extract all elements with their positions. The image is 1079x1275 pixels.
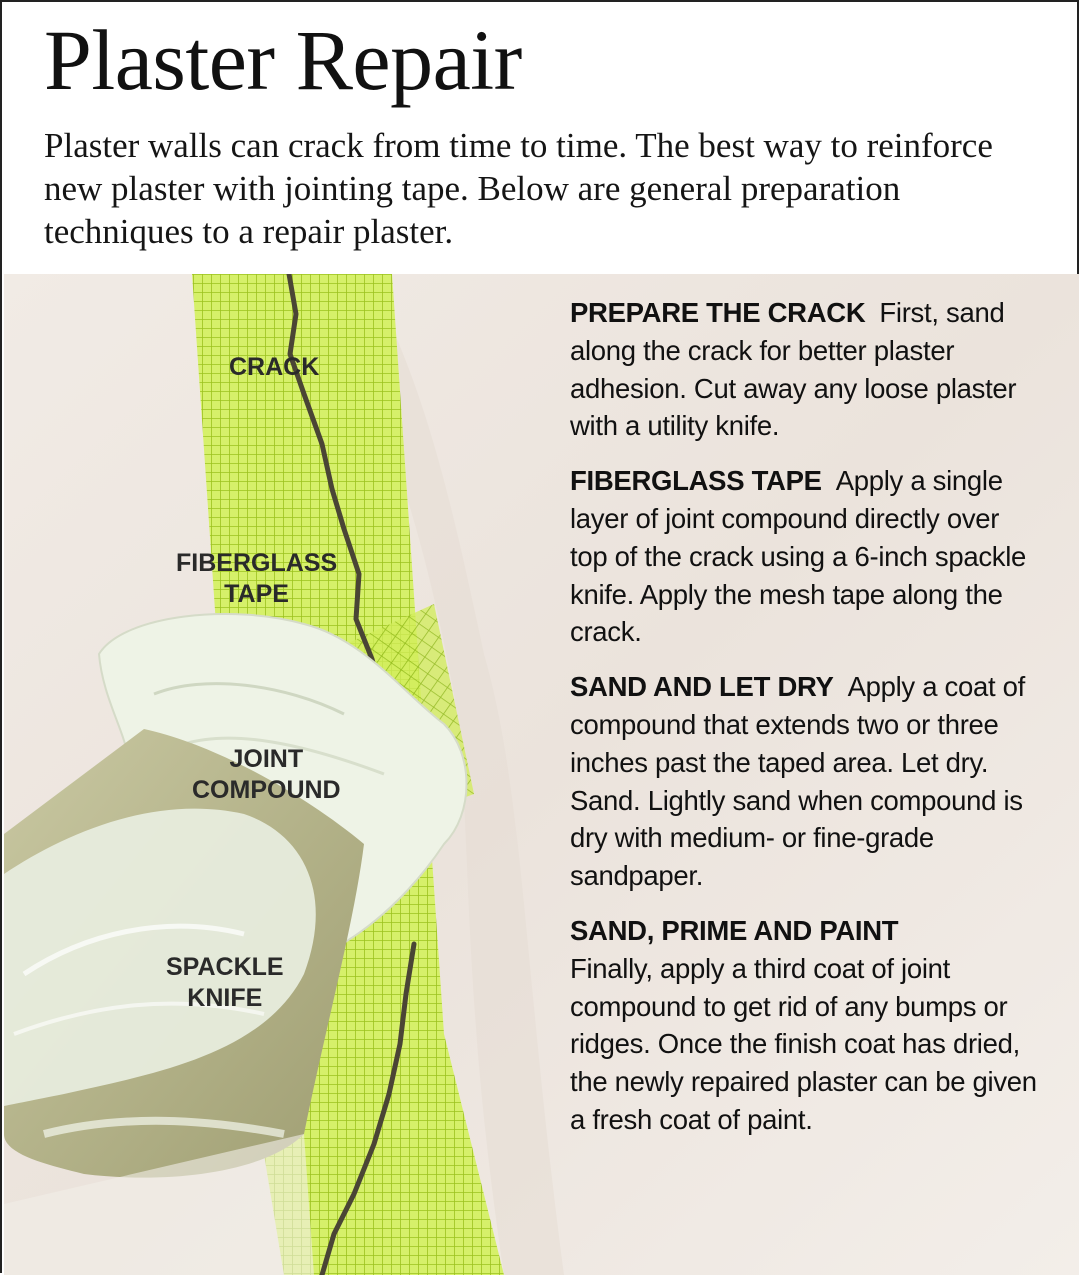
step-sand-prime-paint — [570, 912, 1040, 1139]
step-title: SAND, PRIME AND PAINT — [570, 914, 899, 946]
callout-joint-compound: JOINT COMPOUND — [192, 745, 341, 804]
step-title: PREPARE THE CRACK — [570, 297, 866, 328]
step-fiberglass-tape — [570, 462, 1040, 651]
step-text: First, sand along the crack for better plaster adhesion. Cut away any loose plaster with a utility knife. — [570, 297, 1017, 442]
step-sand-let-dry — [570, 668, 1040, 895]
step-title: FIBERGLASS TAPE — [570, 465, 822, 497]
step-text: Finally, apply a third coat of joint compound to get rid of any bumps or ridges. Once the finish coat has dried, the newly repaired plaster can be given a fresh coat of paint. — [570, 952, 1037, 1135]
callout-spackle-knife: SPACKLE KNIFE — [166, 953, 284, 1012]
steps-list — [570, 294, 1040, 1156]
callout-fiberglass-tape: FIBERGLASS TAPE — [176, 549, 338, 608]
callout-crack: CRACK — [229, 353, 320, 381]
step-text: Apply a coat of compound that extends two or three inches past the taped area. Let dry. Sand. Lightly sand when compound is dry with medium- or fine-grade sandpaper. — [570, 671, 1026, 892]
step-text: Apply a single layer of joint compound directly over top of the crack using a 6-inch spackle knife. Apply the mesh tape along the crack. — [570, 465, 1027, 648]
step-title: SAND AND LET DRY — [570, 671, 834, 703]
page-title: Plaster Repair — [44, 12, 522, 108]
intro-paragraph: Plaster walls can crack from time to time. The best way to reinforce new plaster with jointing tape. Below are general preparation techniques to a repair plaster. — [44, 126, 993, 251]
step-prepare-crack — [570, 294, 1040, 445]
